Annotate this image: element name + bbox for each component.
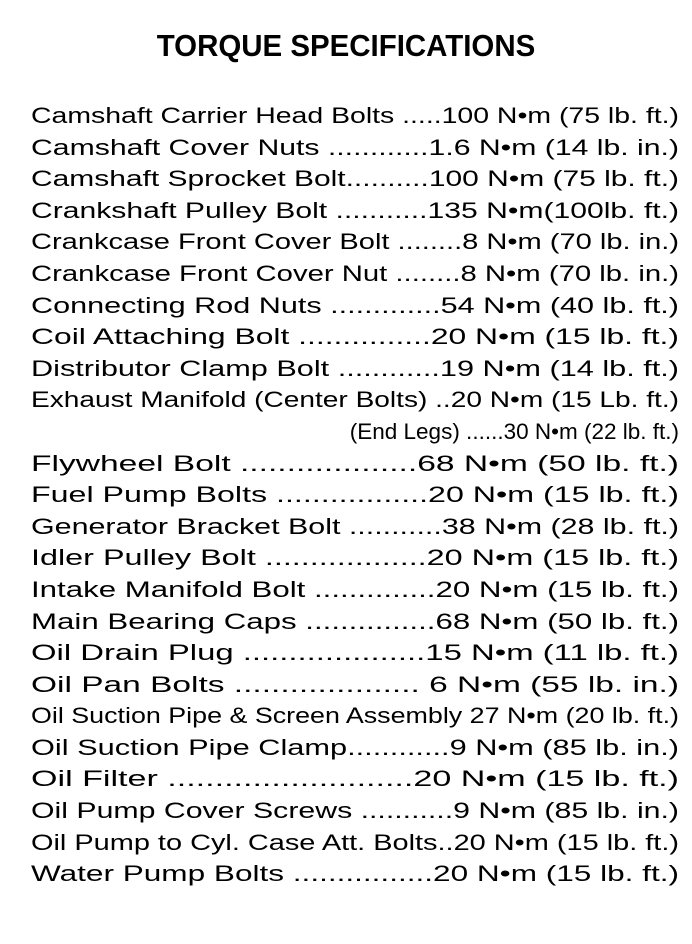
spec-row (31, 669, 679, 701)
spec-row (31, 858, 679, 890)
spec-line: Camshaft Cover Nuts ............1.6 N•m (14 lb. in.) (31, 134, 679, 160)
spec-line: Oil Suction Pipe & Screen Assembly 27 N•m (20 lb. ft.) (31, 703, 679, 729)
page-title: TORQUE SPECIFICATIONS (156, 28, 536, 63)
spec-line: Generator Bracket Bolt ...........38 N•m (28 lb. ft.) (31, 513, 679, 539)
spec-line: Crankcase Front Cover Nut ........8 N•m (70 lb. in.) (31, 260, 679, 286)
spec-line: Camshaft Carrier Head Bolts .....100 N•m (75 lb. ft.) (31, 103, 679, 128)
spec-row (31, 479, 679, 511)
spec-line: (End Legs) ......30 N•m (22 lb. ft.) (349, 418, 679, 444)
spec-row (31, 827, 679, 859)
spec-row (31, 195, 679, 227)
spec-line: Idler Pulley Bolt ..................20 N•m (15 lb. ft.) (31, 545, 679, 571)
spec-line: Fuel Pump Bolts .................20 N•m (15 lb. ft.) (31, 482, 679, 508)
spec-line: Distributor Clamp Bolt ............19 N•m (14 lb. ft.) (31, 355, 679, 381)
spec-line: Water Pump Bolts ................20 N•m (15 lb. ft.) (31, 861, 679, 887)
spec-row (31, 574, 679, 606)
spec-row (31, 542, 679, 574)
spec-line: Main Bearing Caps ...............68 N•m (50 lb. ft.) (31, 608, 679, 634)
torque-spec-list (31, 100, 679, 890)
spec-row (31, 290, 679, 322)
spec-line: Oil Pan Bolts .................... 6 N•m (55 lb. in.) (31, 671, 679, 697)
spec-line: Coil Attaching Bolt ...............20 N•m (15 lb. ft.) (31, 324, 679, 350)
spec-line: Oil Drain Plug ....................15 N•m (11 lb. ft.) (31, 640, 679, 666)
spec-line: Oil Suction Pipe Clamp............9 N•m (85 lb. in.) (31, 734, 679, 760)
spec-row (31, 448, 679, 480)
spec-row (31, 384, 679, 416)
spec-row (31, 132, 679, 164)
spec-row (31, 732, 679, 764)
spec-line: Intake Manifold Bolt ..............20 N•m (15 lb. ft.) (31, 576, 679, 602)
spec-row (31, 637, 679, 669)
spec-row (31, 353, 679, 385)
spec-row (31, 511, 679, 543)
spec-row (31, 100, 679, 132)
spec-line: Exhaust Manifold (Center Bolts) ..20 N•m (15 Lb. ft.) (31, 387, 679, 413)
spec-row (31, 416, 679, 448)
spec-line: Oil Pump to Cyl. Case Att. Bolts..20 N•m (15 lb. ft.) (31, 829, 679, 855)
spec-row (31, 163, 679, 195)
spec-line: Crankcase Front Cover Bolt ........8 N•m (70 lb. in.) (31, 229, 679, 255)
spec-row (31, 763, 679, 795)
spec-row (31, 258, 679, 290)
spec-row (31, 226, 679, 258)
spec-row (31, 700, 679, 732)
spec-line: Camshaft Sprocket Bolt..........100 N•m (75 lb. ft.) (31, 166, 679, 192)
spec-row (31, 606, 679, 638)
spec-line: Oil Filter ..........................20 N•m (15 lb. ft.) (31, 766, 679, 792)
spec-line: Flywheel Bolt ...................68 N•m (50 lb. ft.) (31, 450, 679, 476)
spec-row (31, 795, 679, 827)
spec-line: Oil Pump Cover Screws ...........9 N•m (85 lb. in.) (31, 798, 679, 824)
spec-line: Connecting Rod Nuts .............54 N•m (40 lb. ft.) (31, 292, 679, 318)
spec-line: Crankshaft Pulley Bolt ...........135 N•m(100lb. ft.) (31, 197, 679, 223)
spec-row (31, 321, 679, 353)
